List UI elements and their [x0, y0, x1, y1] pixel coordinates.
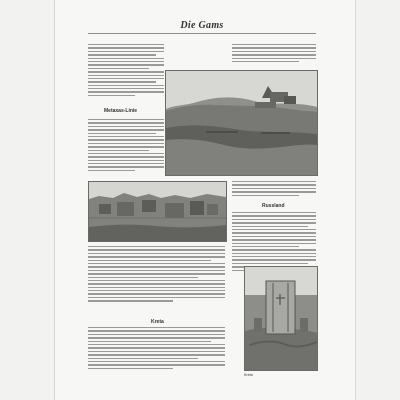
text-line	[232, 222, 316, 223]
right-column-mid	[232, 181, 316, 196]
text-line	[88, 290, 225, 291]
text-line	[232, 195, 299, 196]
text-line	[232, 54, 316, 55]
section-heading-right-mid: Russland	[262, 203, 285, 209]
header-rule	[88, 33, 316, 34]
text-line	[232, 212, 316, 213]
text-line	[88, 287, 225, 288]
left-column-top	[88, 44, 164, 96]
text-line	[232, 232, 316, 233]
text-line	[232, 239, 316, 240]
harbor-photo	[165, 70, 318, 176]
memorial-photo	[244, 266, 318, 371]
text-line	[88, 280, 225, 281]
text-line	[232, 219, 316, 220]
page-header	[88, 19, 316, 33]
text-line	[88, 260, 211, 261]
text-line	[88, 126, 164, 127]
text-line	[232, 61, 299, 62]
text-line	[232, 44, 316, 45]
text-line	[88, 163, 164, 164]
memorial-caption: Kreta	[244, 373, 253, 377]
text-line	[88, 81, 156, 82]
text-line	[232, 226, 308, 227]
text-line	[88, 361, 225, 362]
text-line	[88, 91, 164, 92]
text-line	[88, 334, 225, 335]
left-column-mid	[88, 119, 164, 171]
text-line	[88, 293, 225, 294]
text-line	[88, 44, 164, 45]
text-line	[232, 259, 316, 260]
text-line	[88, 78, 164, 79]
text-line	[88, 143, 164, 144]
text-line	[88, 156, 164, 157]
text-line	[88, 61, 164, 62]
text-line	[88, 129, 164, 130]
text-line	[88, 341, 211, 342]
text-line	[88, 273, 225, 274]
harbor-photo-graphic	[166, 71, 317, 175]
text-line	[88, 351, 225, 352]
text-line	[88, 95, 135, 96]
text-line	[232, 188, 316, 189]
text-line	[88, 256, 225, 257]
text-line	[88, 85, 164, 86]
text-line	[232, 184, 316, 185]
text-line	[88, 246, 225, 247]
left-column-bottom	[88, 327, 225, 369]
section-heading-left-bottom: Kreta	[151, 319, 164, 325]
left-column-lower	[88, 246, 225, 302]
text-line	[88, 54, 156, 55]
text-line	[232, 256, 316, 257]
text-line	[88, 88, 164, 89]
text-line	[88, 133, 156, 134]
memorial-photo-graphic	[245, 267, 317, 370]
text-line	[232, 47, 316, 48]
text-line	[88, 300, 173, 301]
text-line	[88, 270, 225, 271]
text-line	[232, 249, 316, 250]
text-line	[88, 51, 164, 52]
text-line	[88, 170, 135, 171]
text-line	[232, 236, 316, 237]
text-line	[232, 215, 316, 216]
text-line	[88, 368, 173, 369]
text-line	[88, 283, 225, 284]
text-line	[232, 246, 299, 247]
text-line	[88, 347, 225, 348]
text-line	[232, 58, 316, 59]
page-title: Die Gams	[180, 20, 224, 31]
text-line	[88, 364, 225, 365]
text-line	[88, 297, 225, 298]
text-line	[88, 358, 198, 359]
text-line	[88, 64, 164, 65]
text-line	[232, 51, 316, 52]
text-line	[88, 150, 149, 151]
text-line	[88, 253, 225, 254]
text-line	[88, 47, 164, 48]
text-line	[88, 337, 225, 338]
text-line	[88, 122, 164, 123]
text-line	[88, 68, 149, 69]
text-line	[232, 191, 316, 192]
text-line	[88, 146, 164, 147]
text-line	[88, 344, 225, 345]
text-line	[88, 58, 164, 59]
text-line	[88, 160, 164, 161]
text-line	[88, 75, 164, 76]
right-column-body	[232, 212, 316, 271]
text-line	[88, 249, 225, 250]
text-line	[232, 253, 316, 254]
city-photo	[88, 181, 227, 242]
text-line	[88, 330, 225, 331]
city-photo-graphic	[89, 182, 226, 241]
text-line	[88, 153, 164, 154]
text-line	[88, 277, 198, 278]
right-column-top	[232, 44, 316, 62]
text-line	[88, 327, 225, 328]
text-line	[232, 243, 316, 244]
text-line	[88, 119, 164, 120]
section-heading-left-mid: Metaxas-Linie	[104, 108, 138, 114]
text-line	[88, 139, 164, 140]
text-line	[232, 263, 308, 264]
text-line	[232, 229, 316, 230]
text-line	[88, 354, 225, 355]
text-line	[88, 136, 164, 137]
text-line	[232, 181, 316, 182]
text-line	[88, 71, 164, 72]
text-line	[88, 263, 225, 264]
text-line	[88, 266, 225, 267]
text-line	[88, 166, 164, 167]
